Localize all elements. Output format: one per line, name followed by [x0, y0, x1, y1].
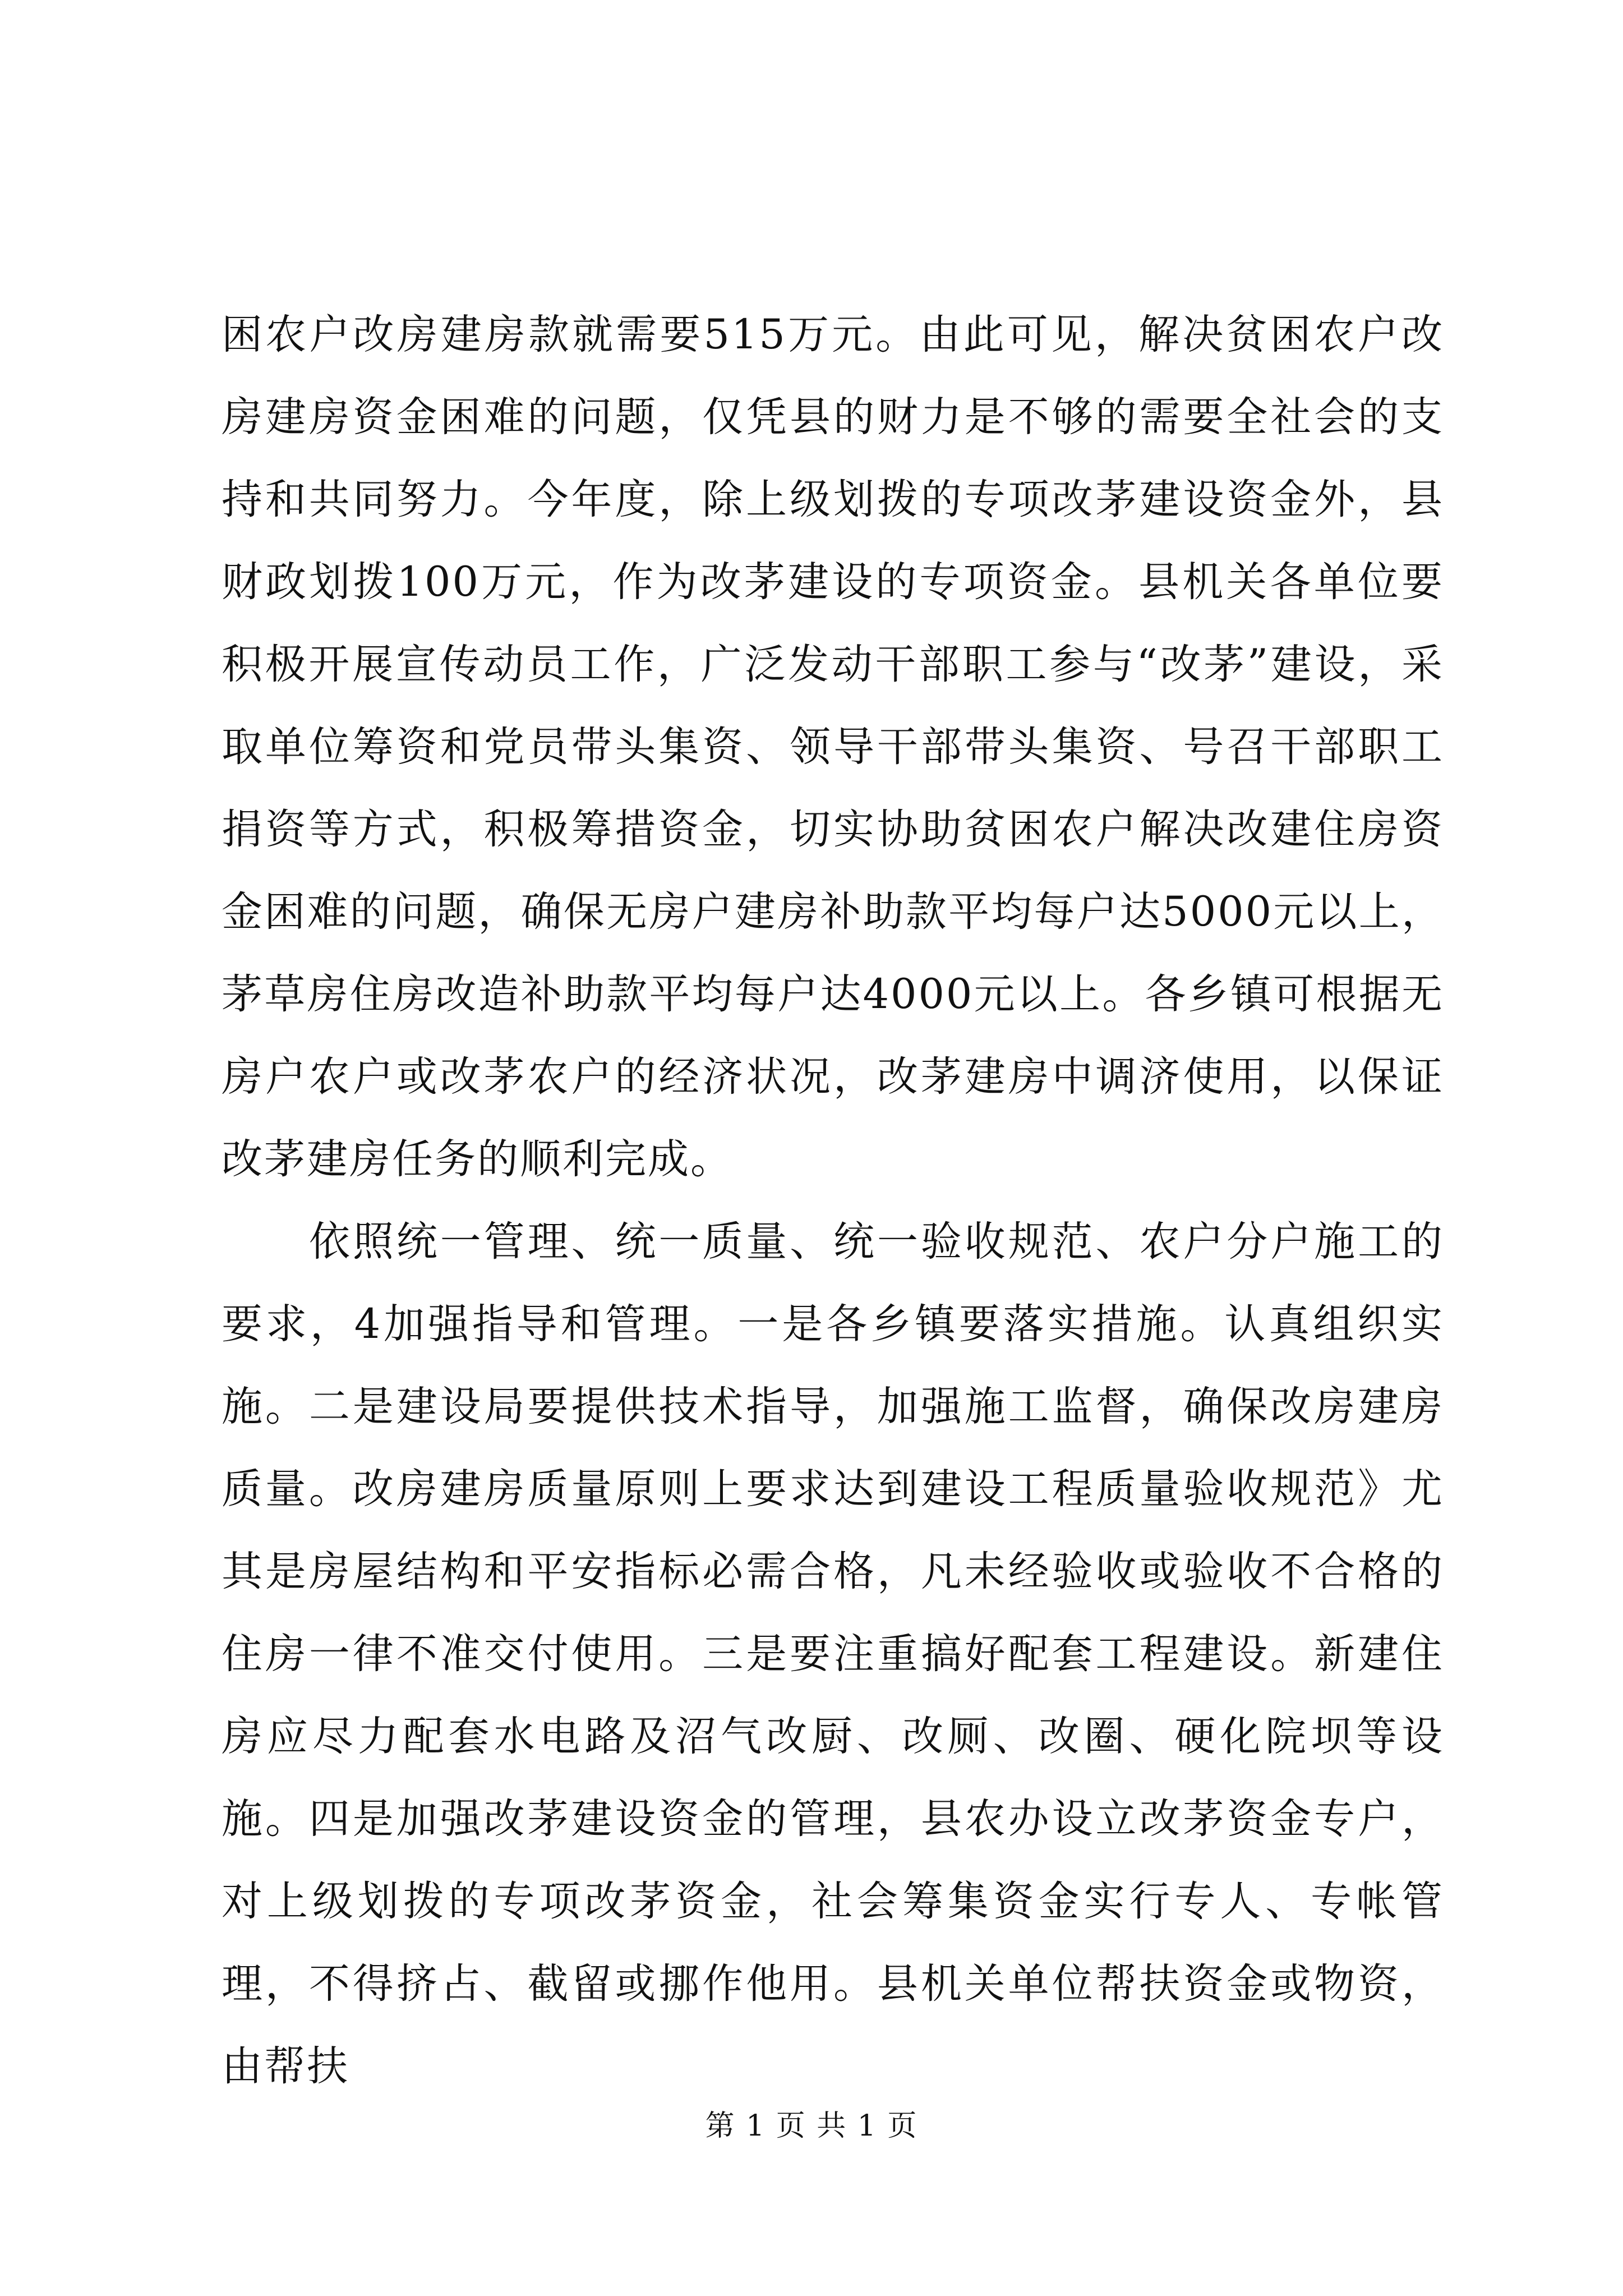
document-body [222, 293, 1444, 2108]
page-footer: 第 1 页 共 1 页 [705, 2109, 918, 2143]
paragraph-1: 困农户改房建房款就需要515万元。由此可见，解决贫困农户改房建房资金困难的问题，仅凭县的财力是不够的需要全社会的支持和共同努力。今年度，除上级划拨的专项改茅建设资金外，县财政划拨100万元，作为改茅建设的专项资金。县机关各单位要积极开展宣传动员工作，广泛发动干部职工参与“改茅”建设，采取单位筹资和党员带头集资、领导干部带头集资、号召干部职工捐资等方式，积极筹措资金，切实协助贫困农户解决改建住房资金困难的问题，确保无房户建房补助款平均每户达5000元以上，茅草房住房改造补助款平均每户达4000元以上。各乡镇可根据无房户农户或改茅农户的经济状况，改茅建房中调济使用，以保证改茅建房任务的顺利完成。 [222, 311, 1444, 1183]
paragraph-2: 依照统一管理、统一质量、统一验收规范、农户分户施工的要求，4加强指导和管理。一是各乡镇要落实措施。认真组织实施。二是建设局要提供技术指导，加强施工监督，确保改房建房质量。改房建房质量原则上要求达到建设工程质量验收规范》尤其是房屋结构和平安指标必需合格，凡未经验收或验收不合格的住房一律不准交付使用。三是要注重搞好配套工程建设。新建住房应尽力配套水电路及沼气改厨、改厕、改圈、硬化院坝等设施。四是加强改茅建设资金的管理，县农办设立改茅资金专户，对上级划拨的专项改茅资金，社会筹集资金实行专人、专帐管理，不得挤占、截留或挪作他用。县机关单位帮扶资金或物资，由帮扶 [222, 1218, 1444, 2090]
